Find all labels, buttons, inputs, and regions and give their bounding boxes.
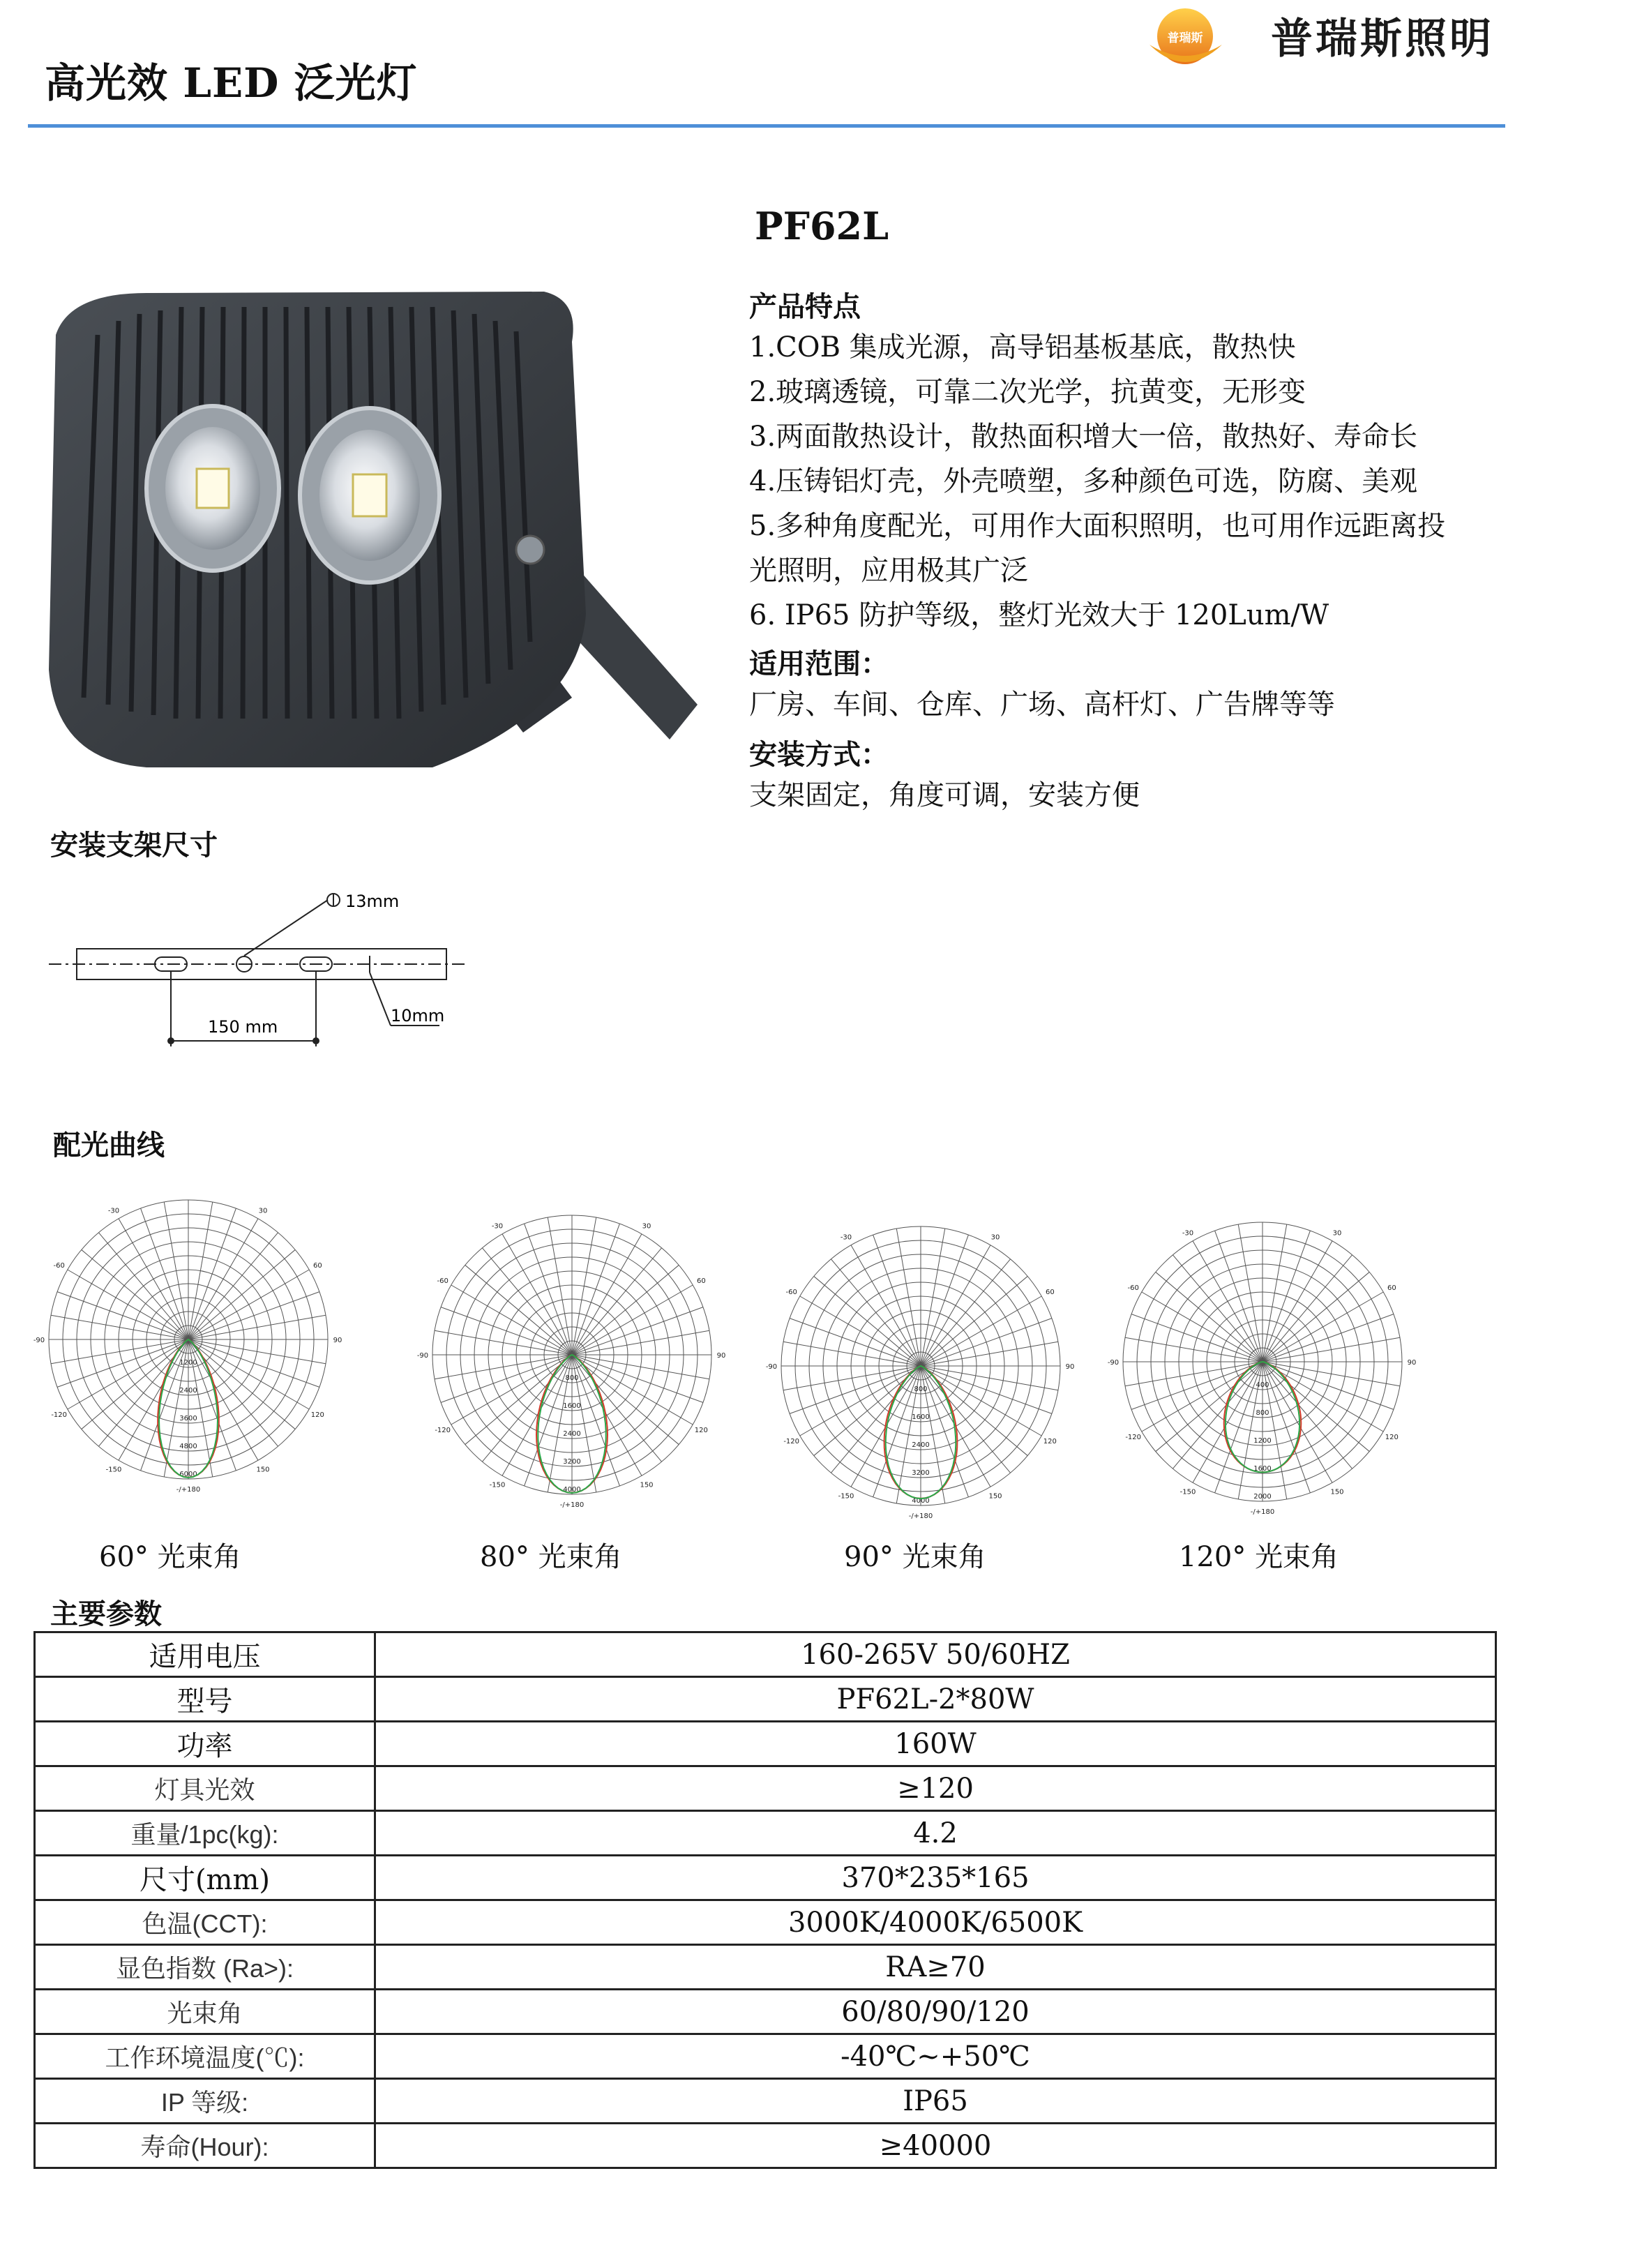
angle-label: 30: [1332, 1229, 1342, 1238]
angle-label: -60: [1127, 1284, 1139, 1292]
brand-logo-text: 普瑞斯: [1167, 31, 1203, 45]
table-row: [35, 1856, 1496, 1900]
angle-label: -/+180: [176, 1486, 201, 1494]
angle-label: 60: [696, 1277, 706, 1285]
angle-label: -120: [783, 1438, 800, 1445]
spec-value: 4.2: [375, 1811, 1496, 1856]
specs-title: 主要参数: [50, 1598, 162, 1630]
bracket-title: 安装支架尺寸: [50, 829, 218, 862]
spec-key: 型号: [35, 1677, 375, 1722]
angle-label: -150: [1179, 1488, 1196, 1496]
angle-label: -/+180: [1250, 1508, 1275, 1516]
ring-label: 3200: [563, 1458, 581, 1466]
feature-item: 2.玻璃透镜，可靠二次光学，抗黄变，无形变: [749, 376, 1306, 408]
bracket-diagram: [49, 879, 467, 1060]
angle-label: -150: [489, 1481, 506, 1489]
angle-label: 150: [1330, 1488, 1344, 1496]
table-row: [35, 1722, 1496, 1766]
angle-label: -120: [51, 1411, 68, 1419]
spec-value: ≥40000: [375, 2124, 1496, 2168]
angle-label: -90: [416, 1352, 429, 1360]
angle-label: 90: [1065, 1363, 1075, 1371]
spec-key: 功率: [35, 1722, 375, 1766]
ring-label: 400: [1256, 1381, 1269, 1389]
ring-label: 1600: [563, 1402, 581, 1410]
feature-item: 5.多种角度配光，可用作大面积照明，也可用作远距离投: [749, 510, 1446, 542]
angle-label: -90: [33, 1337, 45, 1344]
angle-label: -30: [840, 1233, 852, 1242]
spec-value: RA≥70: [375, 1945, 1496, 1990]
table-row: [35, 1900, 1496, 1945]
brand-name: 普瑞斯照明: [1271, 15, 1494, 63]
angle-label: -120: [1125, 1434, 1142, 1441]
angle-label: -60: [785, 1289, 797, 1296]
spec-key: 适用电压: [35, 1632, 375, 1677]
page-title: 高光效 LED 泛光灯: [45, 59, 418, 107]
beam-angle-label: 80° 光束角: [480, 1541, 622, 1573]
table-row: [35, 1945, 1496, 1990]
product-photo: [42, 279, 704, 795]
angle-label: 30: [642, 1222, 651, 1231]
applications-text: 厂房、车间、仓库、广场、高杆灯、广告牌等等: [749, 689, 1335, 721]
ring-label: 800: [1256, 1409, 1269, 1417]
angle-label: 60: [1387, 1284, 1396, 1292]
ring-label: 6000: [179, 1471, 197, 1478]
ring-label: 3600: [179, 1415, 197, 1422]
angle-label: -30: [107, 1207, 120, 1215]
table-row: [35, 2034, 1496, 2079]
angle-label: -/+180: [559, 1501, 585, 1509]
spec-key: 灯具光效: [35, 1766, 375, 1811]
angle-label: -150: [105, 1466, 122, 1474]
ring-label: 1600: [912, 1413, 930, 1421]
angle-label: -60: [53, 1262, 65, 1270]
angle-label: 150: [256, 1466, 270, 1474]
angle-label: 150: [988, 1492, 1002, 1501]
dim-spacing-label: 150 mm: [208, 1017, 278, 1037]
spec-value: 160W: [375, 1722, 1496, 1766]
angle-label: -150: [838, 1492, 854, 1501]
angle-label: -90: [1107, 1359, 1120, 1367]
angle-label: 30: [258, 1207, 268, 1215]
polar-chart: [416, 1194, 726, 1522]
spec-value: IP65: [375, 2079, 1496, 2124]
ring-label: 4000: [912, 1497, 930, 1505]
angle-label: 120: [1385, 1434, 1399, 1441]
angle-label: 120: [694, 1427, 708, 1434]
installation-title: 安装方式：: [749, 738, 889, 771]
dim-hole-label: 13mm: [345, 892, 400, 911]
beam-angle-label: 60° 光束角: [99, 1541, 241, 1573]
specs-table: [33, 1631, 1497, 2169]
feature-item: 1.COB 集成光源，高导铝基板基底，散热快: [749, 331, 1296, 363]
feature-item: 3.两面散热设计，散热面积增大一倍，散热好、寿命长: [749, 421, 1418, 453]
spec-key: 显色指数 (Ra>):: [35, 1945, 375, 1990]
spec-value: PF62L-2*80W: [375, 1677, 1496, 1722]
feature-item: 光照明，应用极其广泛: [749, 555, 1028, 587]
applications-title: 适用范围：: [749, 647, 889, 680]
angle-label: 150: [640, 1481, 654, 1489]
ring-label: 800: [565, 1374, 579, 1382]
angle-label: 90: [716, 1352, 726, 1360]
header-rule: [28, 124, 1505, 128]
features-title: 产品特点: [749, 290, 861, 323]
spec-value: ≥120: [375, 1766, 1496, 1811]
table-row: [35, 2079, 1496, 2124]
spec-key: 寿命(Hour):: [35, 2124, 375, 2168]
feature-item: 4.压铸铝灯壳，外壳喷塑，多种颜色可选，防腐、美观: [749, 465, 1418, 497]
angle-label: -30: [491, 1222, 504, 1231]
ring-label: 2400: [179, 1387, 197, 1395]
ring-label: 2000: [1253, 1493, 1272, 1501]
features-list: [749, 325, 1445, 638]
angle-label: 60: [312, 1262, 322, 1270]
angle-label: 90: [333, 1337, 342, 1344]
polar-chart: [35, 1179, 342, 1507]
ring-label: 4800: [179, 1443, 197, 1450]
polar-chart: [1109, 1201, 1416, 1529]
feature-item: 6. IP65 防护等级，整灯光效大于 120Lum/W: [749, 599, 1329, 631]
spec-key: 色温(CCT):: [35, 1900, 375, 1945]
spec-value: 370*235*165: [375, 1856, 1496, 1900]
ring-label: 3200: [912, 1469, 930, 1477]
model-number: PF62L: [755, 204, 889, 248]
spec-key: 尺寸(mm): [35, 1856, 375, 1900]
angle-label: 60: [1045, 1289, 1055, 1296]
angle-label: -/+180: [908, 1512, 933, 1520]
beam-angle-label: 120° 光束角: [1179, 1541, 1339, 1573]
installation-text: 支架固定，角度可调，安装方便: [749, 779, 1140, 811]
spec-value: -40℃~+50℃: [375, 2034, 1496, 2079]
ring-label: 2400: [912, 1441, 930, 1449]
spec-value: 60/80/90/120: [375, 1990, 1496, 2034]
spec-value: 160-265V 50/60HZ: [375, 1632, 1496, 1677]
brand-logo: [1144, 4, 1226, 74]
table-row: [35, 2124, 1496, 2168]
table-row: [35, 1677, 1496, 1722]
angle-label: 30: [990, 1233, 1000, 1242]
table-row: [35, 1766, 1496, 1811]
spec-key: 重量/1pc(kg):: [35, 1811, 375, 1856]
angle-label: -30: [1182, 1229, 1194, 1238]
ring-label: 1200: [179, 1359, 197, 1367]
spec-key: IP 等级:: [35, 2079, 375, 2124]
spec-key: 光束角: [35, 1990, 375, 2034]
ring-label: 800: [914, 1385, 928, 1393]
angle-label: -90: [765, 1363, 778, 1371]
polar-chart: [767, 1206, 1074, 1533]
spec-key: 工作环境温度(℃):: [35, 2034, 375, 2079]
angle-label: -120: [435, 1427, 451, 1434]
angle-label: 90: [1407, 1359, 1417, 1367]
table-row: [35, 1632, 1496, 1677]
angle-label: -60: [437, 1277, 449, 1285]
ring-label: 1200: [1253, 1437, 1272, 1445]
angle-label: 120: [1043, 1438, 1057, 1445]
table-row: [35, 1811, 1496, 1856]
beam-angle-label: 90° 光束角: [844, 1541, 986, 1573]
ring-label: 2400: [563, 1430, 581, 1438]
curves-title: 配光曲线: [53, 1129, 165, 1162]
dim-slot-label: 10mm: [391, 1006, 445, 1026]
brand: [1144, 0, 1507, 77]
spec-value: 3000K/4000K/6500K: [375, 1900, 1496, 1945]
table-row: [35, 1990, 1496, 2034]
ring-label: 4000: [563, 1486, 581, 1494]
angle-label: 120: [310, 1411, 324, 1419]
ring-label: 1600: [1253, 1465, 1272, 1473]
